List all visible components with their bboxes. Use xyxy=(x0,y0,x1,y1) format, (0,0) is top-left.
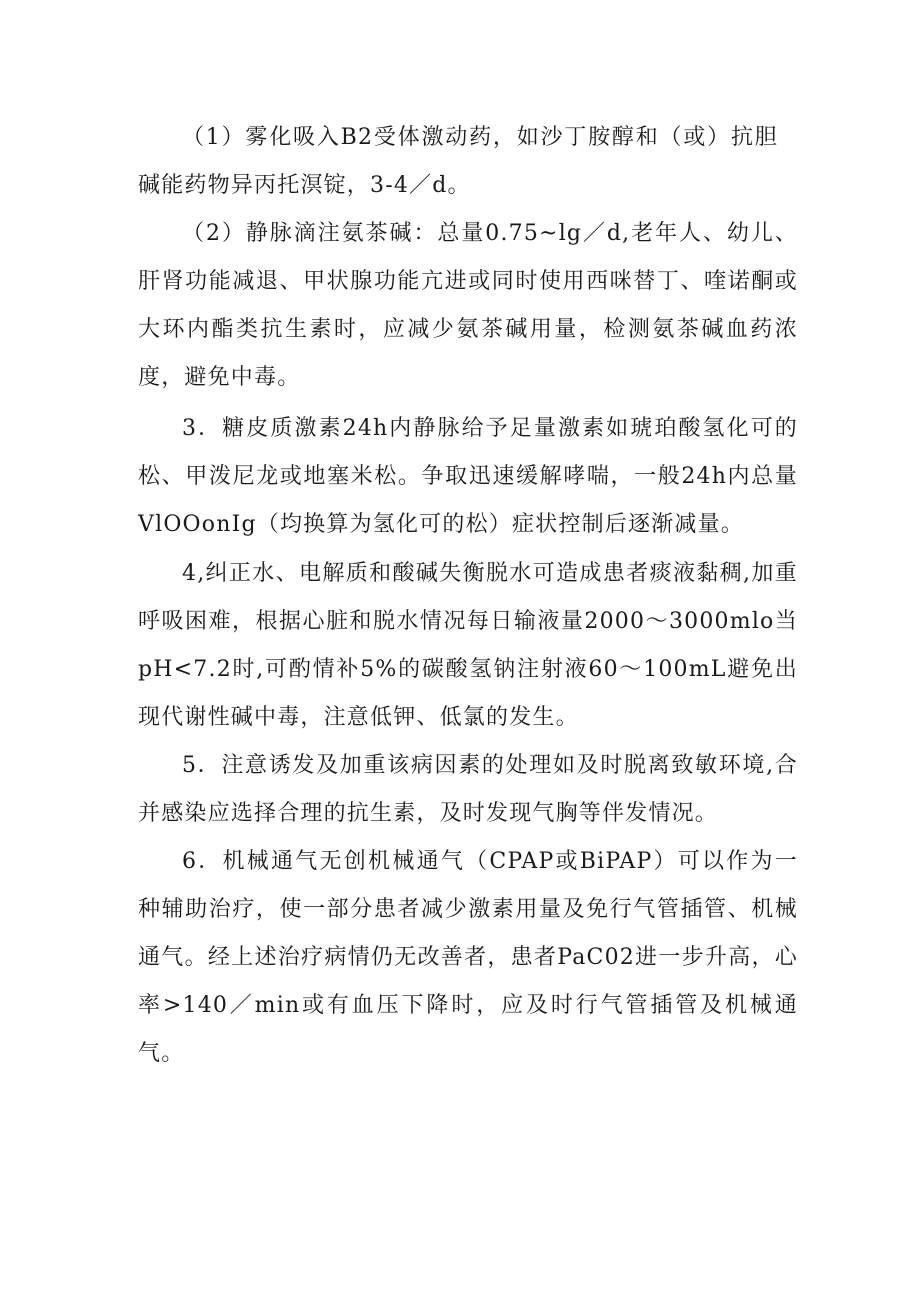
paragraph-5: 5．注意诱发及加重该病因素的处理如及时脱离致敏环境,合并感染应选择合理的抗生素，及时发现气胸等伴发情况。 xyxy=(138,753,798,826)
paragraph-1: （1）雾化吸入B2受体激动药，如沙丁胺醇和（或）抗胆碱能药物异丙托溟锭，3-4／d。 xyxy=(138,125,778,198)
paragraph-6: 6．机械通气无创机械通气（CPAP或BiPAP）可以作为一种辅助治疗，使一部分患者减少激素用量及免行气管插管、机械通气。经上述治疗病情仍无改善者，患者PaC02进一步升高，心率>140／min或有血压下降时，应及时行气管插管及机械通气。 xyxy=(138,849,798,1066)
paragraph-4: 4,纠正水、电解质和酸碱失衡脱水可造成患者痰液黏稠,加重呼吸困难，根据心脏和脱水情况每日输液量2000～3000mlo当pH<7.2时,可酌情补5%的碳酸氢钠注射液60～100mL避免出现代谢性碱中毒，注意低钾、低氯的发生。 xyxy=(138,561,798,730)
paragraph-3: 3．糖皮质激素24h内静脉给予足量激素如琥珀酸氢化可的松、甲泼尼龙或地塞米松。争取迅速缓解哮喘，一般24h内总量VlOOonIg（均换算为氢化可的松）症状控制后逐渐减量。 xyxy=(138,416,798,537)
paragraph-2: （2）静脉滴注氨茶碱：总量0.75~lg／d,老年人、幼儿、肝肾功能减退、甲状腺功能亢进或同时使用西咪替丁、喹诺酮或大环内酯类抗生素时，应减少氨茶碱用量，检测氨茶碱血药浓度，避免中毒。 xyxy=(138,221,798,390)
